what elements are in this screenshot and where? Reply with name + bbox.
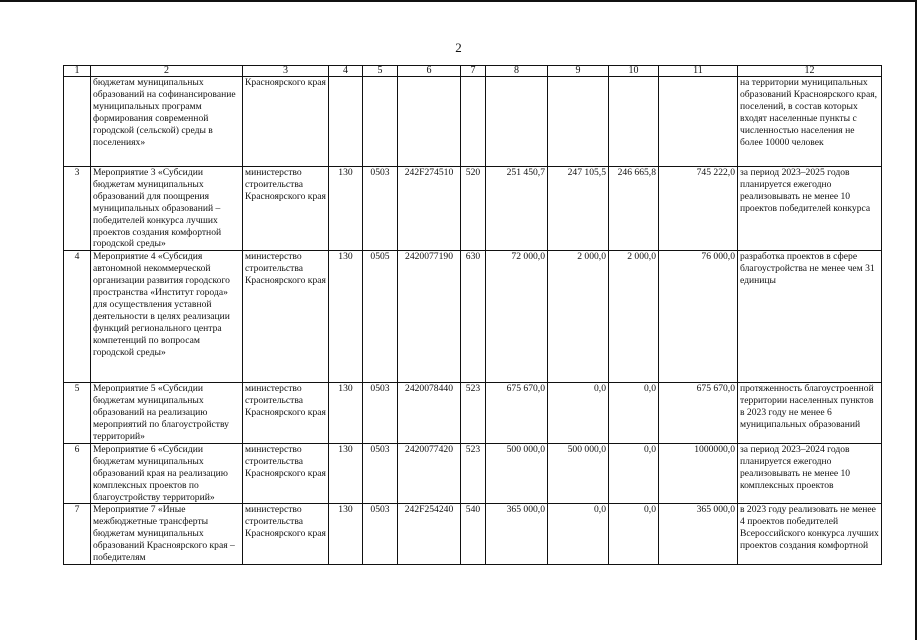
section-code-cell: 0503 xyxy=(363,504,398,565)
column-header: 3 xyxy=(243,66,329,77)
program-activities-table xyxy=(63,65,882,565)
column-header: 12 xyxy=(738,66,882,77)
amount-total-cell: 745 222,0 xyxy=(659,167,738,251)
table-row xyxy=(64,383,882,444)
activity-name-cell: бюджетам муниципальных образований на софинансирование муниципальных программ формирования современной городской (сельской) среды в поселениях» xyxy=(91,77,243,167)
amount-2023-cell: 500 000,0 xyxy=(486,443,548,504)
grbs-code-cell: 130 xyxy=(329,383,363,444)
amount-total-cell xyxy=(659,77,738,167)
responsible-ministry-cell: министерство строительства Красноярского края xyxy=(243,443,329,504)
column-header: 5 xyxy=(363,66,398,77)
expected-result-cell: за период 2023–2025 годов планируется ежегодно реализовывать не менее 10 проектов победителей конкурса xyxy=(738,167,882,251)
activity-name-cell: Мероприятие 3 «Субсидии бюджетам муниципальных образований для поощрения муниципальных образований – победителей конкурса лучших проектов создания комфортной городской среды» xyxy=(91,167,243,251)
row-number-cell: 3 xyxy=(64,167,91,251)
amount-2025-cell: 246 665,8 xyxy=(609,167,659,251)
amount-total-cell: 365 000,0 xyxy=(659,504,738,565)
responsible-ministry-cell: министерство строительства Красноярского края xyxy=(243,167,329,251)
column-header: 2 xyxy=(91,66,243,77)
amount-2024-cell: 247 105,5 xyxy=(548,167,609,251)
amount-total-cell: 1000000,0 xyxy=(659,443,738,504)
grbs-code-cell: 130 xyxy=(329,251,363,383)
expected-result-cell: протяженность благоустроенной территории населенных пунктов в 2023 году не менее 6 муниципальных образований xyxy=(738,383,882,444)
section-code-cell xyxy=(363,77,398,167)
column-header: 9 xyxy=(548,66,609,77)
amount-2024-cell xyxy=(548,77,609,167)
responsible-ministry-cell: министерство строительства Красноярского края xyxy=(243,504,329,565)
section-code-cell: 0503 xyxy=(363,443,398,504)
row-number-cell: 7 xyxy=(64,504,91,565)
responsible-ministry-cell: министерство строительства Красноярского края xyxy=(243,383,329,444)
row-number-cell: 6 xyxy=(64,443,91,504)
expected-result-cell: за период 2023–2024 годов планируется ежегодно реализовывать не менее 10 комплексных проектов xyxy=(738,443,882,504)
column-header: 8 xyxy=(486,66,548,77)
section-code-cell: 0503 xyxy=(363,167,398,251)
amount-2024-cell: 0,0 xyxy=(548,383,609,444)
table-row xyxy=(64,167,882,251)
amount-total-cell: 675 670,0 xyxy=(659,383,738,444)
target-article-cell: 242F254240 xyxy=(398,504,461,565)
expense-type-cell: 520 xyxy=(461,167,486,251)
expense-type-cell xyxy=(461,77,486,167)
target-article-cell: 2420078440 xyxy=(398,383,461,444)
responsible-ministry-cell: министерство строительства Красноярского края xyxy=(243,251,329,383)
column-header: 7 xyxy=(461,66,486,77)
section-code-cell: 0505 xyxy=(363,251,398,383)
target-article-cell: 2420077190 xyxy=(398,251,461,383)
column-header: 11 xyxy=(659,66,738,77)
table-row xyxy=(64,443,882,504)
amount-2025-cell: 2 000,0 xyxy=(609,251,659,383)
amount-2023-cell: 72 000,0 xyxy=(486,251,548,383)
activity-name-cell: Мероприятие 6 «Субсидии бюджетам муниципальных образований края на реализацию комплексных проектов по благоустройству территорий» xyxy=(91,443,243,504)
expected-result-cell: в 2023 году реализовать не менее 4 проектов победителей Всероссийского конкурса лучших проектов создания комфортной xyxy=(738,504,882,565)
responsible-ministry-cell: Красноярского края xyxy=(243,77,329,167)
amount-2025-cell xyxy=(609,77,659,167)
activity-name-cell: Мероприятие 4 «Субсидия автономной некоммерческой организации развития городского пространства «Институт города» для осуществления уставной деятельности в целях реализации функций регионального центра компетенций по вопросам городской среды» xyxy=(91,251,243,383)
expense-type-cell: 523 xyxy=(461,443,486,504)
page-number: 2 xyxy=(455,40,462,55)
activity-name-cell: Мероприятие 7 «Иные межбюджетные трансферты бюджетам муниципальных образований Красноярского края – победителям xyxy=(91,504,243,565)
section-code-cell: 0503 xyxy=(363,383,398,444)
grbs-code-cell: 130 xyxy=(329,443,363,504)
row-number-cell: 4 xyxy=(64,251,91,383)
grbs-code-cell: 130 xyxy=(329,504,363,565)
column-header: 1 xyxy=(64,66,91,77)
amount-2025-cell: 0,0 xyxy=(609,383,659,444)
activity-name-cell: Мероприятие 5 «Субсидии бюджетам муниципальных образований на реализацию мероприятий по благоустройству территорий» xyxy=(91,383,243,444)
column-header: 4 xyxy=(329,66,363,77)
expense-type-cell: 523 xyxy=(461,383,486,444)
amount-2025-cell: 0,0 xyxy=(609,443,659,504)
table-row xyxy=(64,504,882,565)
grbs-code-cell: 130 xyxy=(329,167,363,251)
amount-2025-cell: 0,0 xyxy=(609,504,659,565)
amount-2023-cell: 675 670,0 xyxy=(486,383,548,444)
table-row xyxy=(64,251,882,383)
table-row xyxy=(64,77,882,167)
target-article-cell: 2420077420 xyxy=(398,443,461,504)
amount-2023-cell: 365 000,0 xyxy=(486,504,548,565)
amount-total-cell: 76 000,0 xyxy=(659,251,738,383)
row-number-cell: 5 xyxy=(64,383,91,444)
row-number-cell xyxy=(64,77,91,167)
amount-2023-cell xyxy=(486,77,548,167)
expected-result-cell: на территории муниципальных образований Красноярского края, поселений, в состав которых входят населенные пункты с численностью населения не более 10000 человек xyxy=(738,77,882,167)
amount-2024-cell: 500 000,0 xyxy=(548,443,609,504)
scan-top-edge xyxy=(0,0,917,2)
amount-2023-cell: 251 450,7 xyxy=(486,167,548,251)
column-header: 10 xyxy=(609,66,659,77)
grbs-code-cell xyxy=(329,77,363,167)
target-article-cell: 242F274510 xyxy=(398,167,461,251)
column-header: 6 xyxy=(398,66,461,77)
expense-type-cell: 630 xyxy=(461,251,486,383)
expected-result-cell: разработка проектов в сфере благоустройства не менее чем 31 единицы xyxy=(738,251,882,383)
amount-2024-cell: 2 000,0 xyxy=(548,251,609,383)
column-number-header-row xyxy=(64,66,882,77)
expense-type-cell: 540 xyxy=(461,504,486,565)
target-article-cell xyxy=(398,77,461,167)
amount-2024-cell: 0,0 xyxy=(548,504,609,565)
